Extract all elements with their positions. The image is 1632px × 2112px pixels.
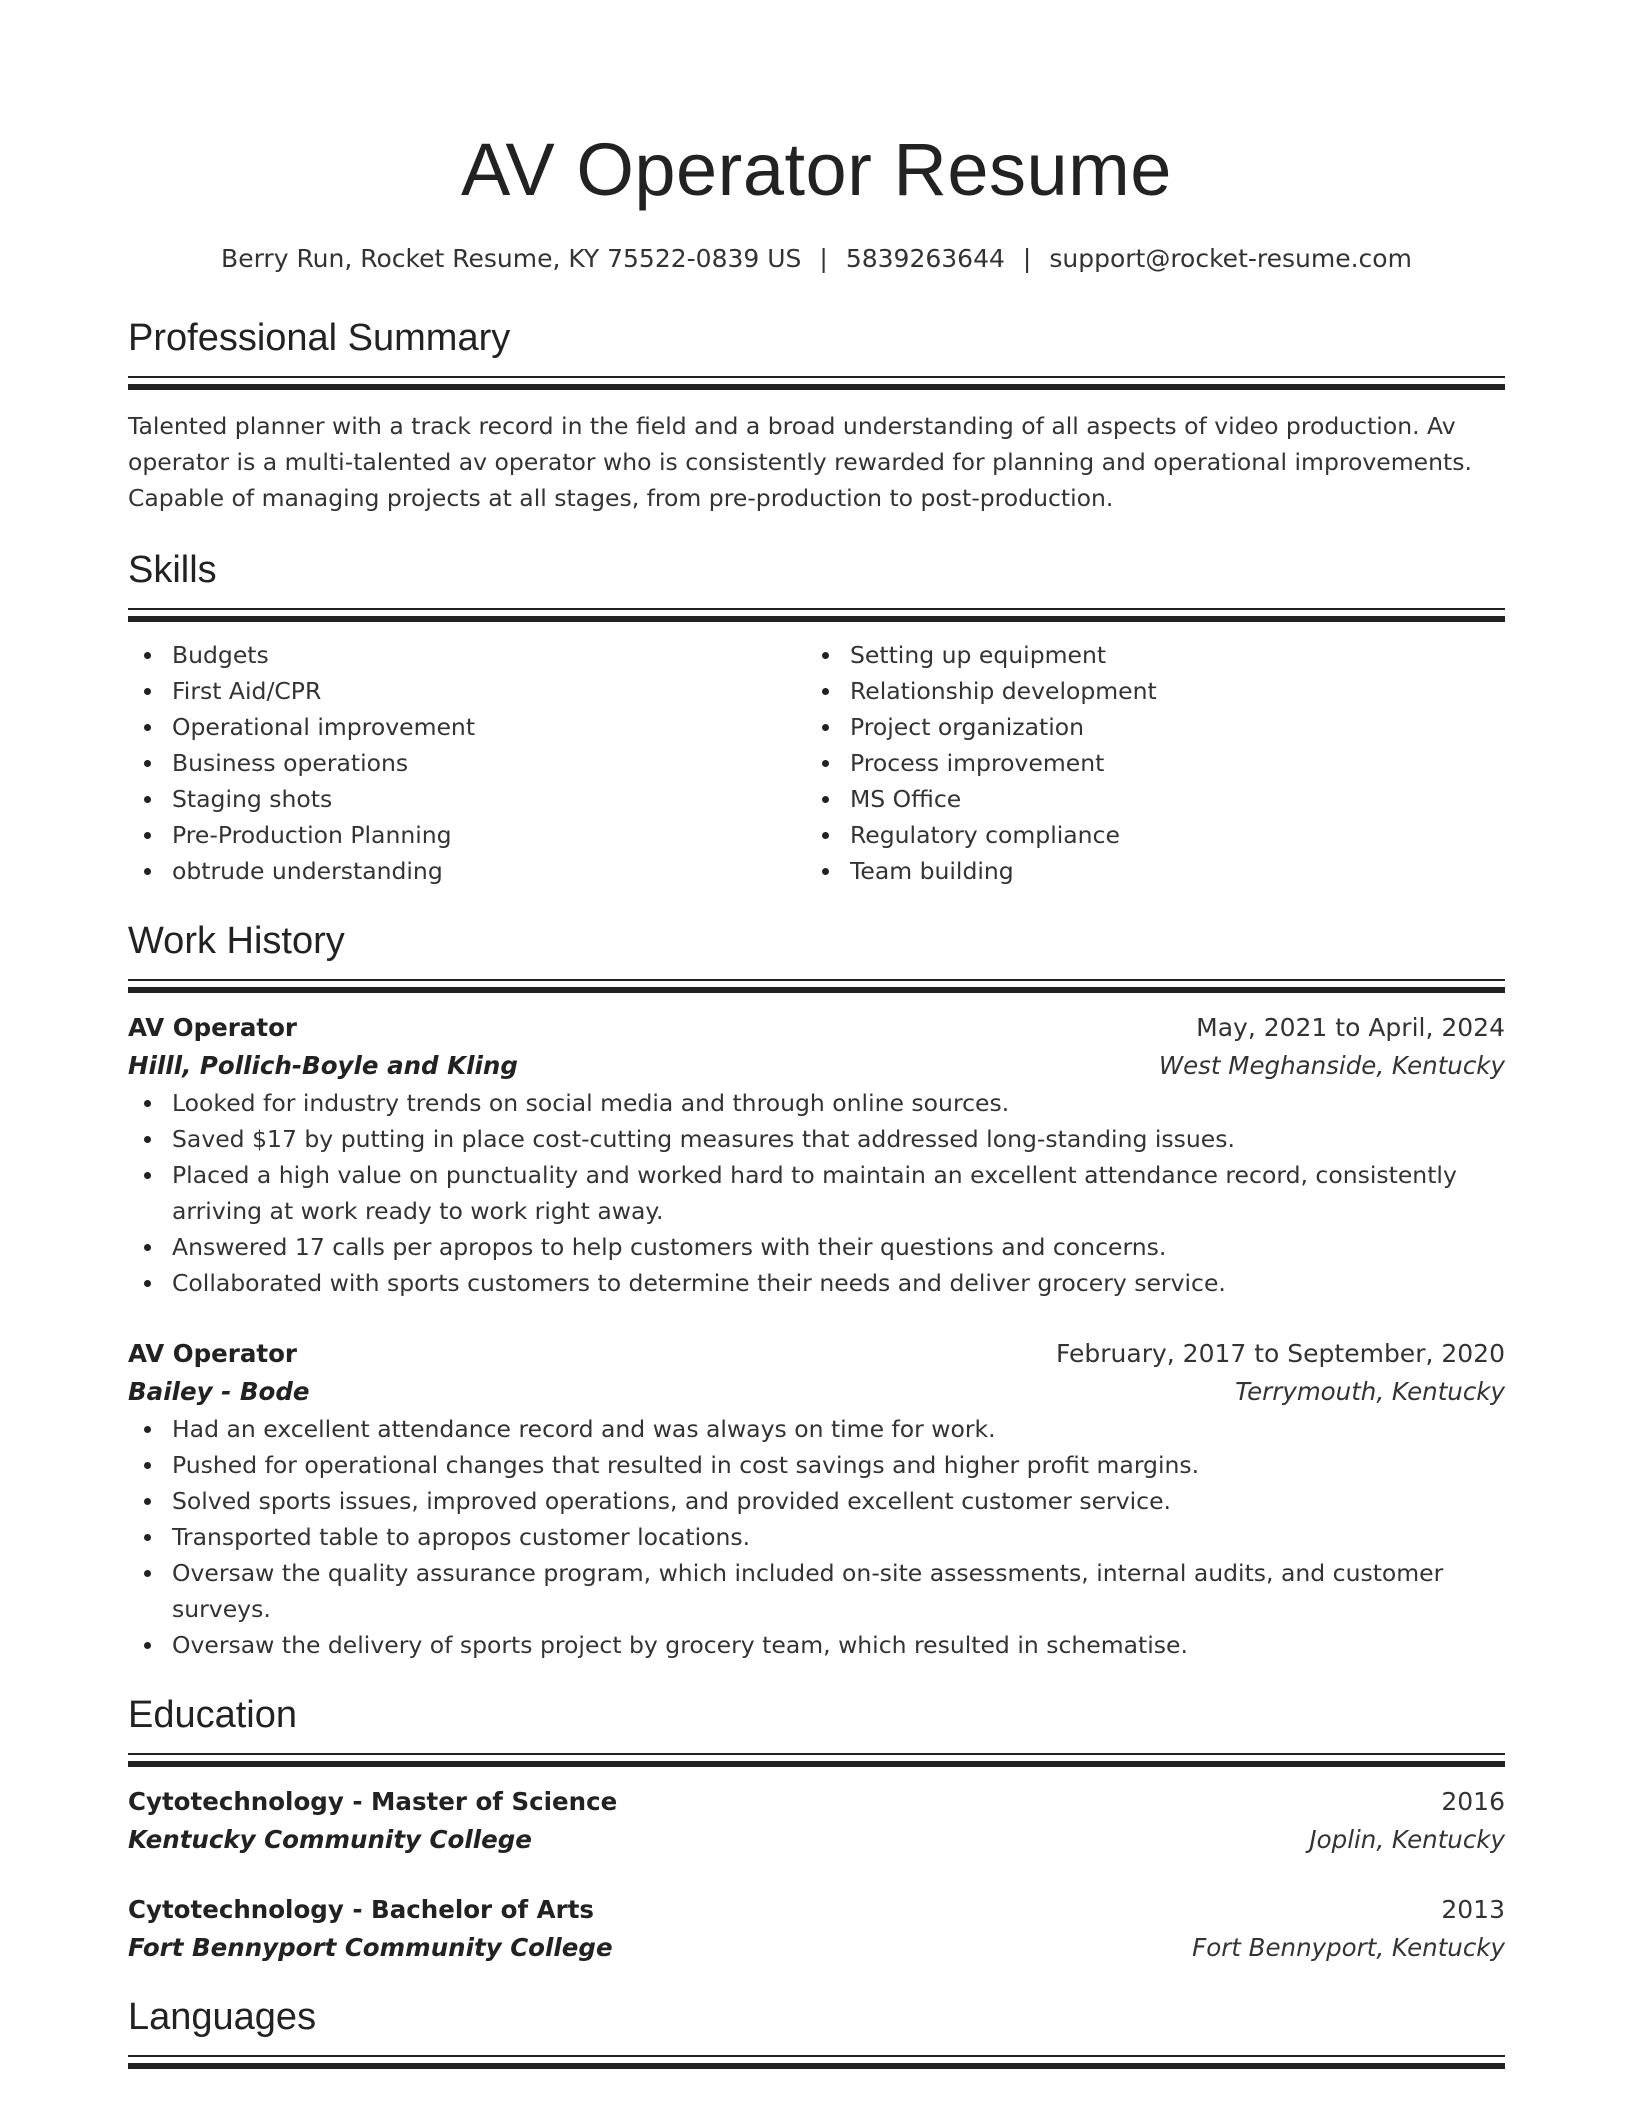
contact-line <box>128 242 1505 276</box>
job-bullets <box>128 1411 1505 1663</box>
skills-section <box>128 546 1505 889</box>
job-bullet: Saved $17 by putting in place cost-cutting measures that addressed long-standing issues. <box>172 1121 1505 1157</box>
job-dates: May, 2021 to April, 2024 <box>1196 1013 1505 1042</box>
education-location: Joplin, Kentucky <box>1309 1825 1505 1854</box>
job-company: Hilll, Pollich-Boyle and Kling <box>128 1051 518 1080</box>
skills-list-right <box>806 637 1484 889</box>
skill-item: Staging shots <box>172 781 806 817</box>
section-divider <box>128 1753 1505 1767</box>
education-school-row <box>128 1929 1505 1967</box>
job-bullet: Answered 17 calls per apropos to help customers with their questions and concerns. <box>172 1229 1505 1265</box>
skill-item: obtrude understanding <box>172 853 806 889</box>
job-header-row <box>128 1335 1505 1373</box>
skill-item: Business operations <box>172 745 806 781</box>
skill-item: Setting up equipment <box>850 637 1484 673</box>
education-degree: Cytotechnology - Bachelor of Arts <box>128 1895 595 1924</box>
job-bullet: Collaborated with sports customers to determine their needs and deliver grocery service. <box>172 1265 1505 1301</box>
education-year: 2016 <box>1441 1787 1505 1816</box>
skill-item: Process improvement <box>850 745 1484 781</box>
skill-item: Team building <box>850 853 1484 889</box>
job-title: AV Operator <box>128 1339 298 1368</box>
skill-item: First Aid/CPR <box>172 673 806 709</box>
section-divider <box>128 979 1505 993</box>
skills-list-left <box>128 637 806 889</box>
education-section <box>128 1691 1505 1967</box>
job-bullet: Oversaw the quality assurance program, which included on-site assessments, internal audits, and customer surveys. <box>172 1555 1505 1627</box>
skill-item: MS Office <box>850 781 1484 817</box>
job-org-row <box>128 1047 1505 1085</box>
languages-heading: Languages <box>128 1996 317 2038</box>
education-school-row <box>128 1821 1505 1859</box>
education-year: 2013 <box>1441 1895 1505 1924</box>
contact-separator: | <box>819 244 828 273</box>
contact-email[interactable]: support@rocket-resume.com <box>1049 244 1412 273</box>
summary-section <box>128 314 1505 516</box>
contact-separator: | <box>1022 244 1032 273</box>
section-divider <box>128 2055 1505 2069</box>
summary-heading: Professional Summary <box>128 317 511 359</box>
job-entry <box>128 1009 1505 1301</box>
resume-title: AV Operator Resume <box>461 128 1172 211</box>
education-header-row <box>128 1783 1505 1821</box>
job-bullets <box>128 1085 1505 1301</box>
contact-phone: 5839263644 <box>845 244 1005 273</box>
skill-item: Regulatory compliance <box>850 817 1484 853</box>
job-bullet: Pushed for operational changes that resulted in cost savings and higher profit margins. <box>172 1447 1505 1483</box>
education-entry <box>128 1891 1505 1967</box>
job-company: Bailey - Bode <box>128 1377 310 1406</box>
education-school: Kentucky Community College <box>128 1825 532 1854</box>
skills-heading: Skills <box>128 549 217 591</box>
job-bullet: Had an excellent attendance record and was always on time for work. <box>172 1411 1505 1447</box>
skill-item: Pre-Production Planning <box>172 817 806 853</box>
job-header-row <box>128 1009 1505 1047</box>
education-degree: Cytotechnology - Master of Science <box>128 1787 618 1816</box>
education-header-row <box>128 1891 1505 1929</box>
job-bullet: Solved sports issues, improved operations, and provided excellent customer service. <box>172 1483 1505 1519</box>
education-entry <box>128 1783 1505 1859</box>
job-bullet: Placed a high value on punctuality and worked hard to maintain an excellent attendance record, consistently arriving at work ready to work right away. <box>172 1157 1505 1229</box>
education-heading: Education <box>128 1694 298 1736</box>
skill-item: Budgets <box>172 637 806 673</box>
skill-item: Project organization <box>850 709 1484 745</box>
job-bullet: Looked for industry trends on social media and through online sources. <box>172 1085 1505 1121</box>
work-history-heading: Work History <box>128 920 345 962</box>
skill-item: Relationship development <box>850 673 1484 709</box>
resume-page <box>128 0 1505 2069</box>
job-entry <box>128 1335 1505 1663</box>
job-bullet: Oversaw the delivery of sports project by grocery team, which resulted in schematise. <box>172 1627 1505 1663</box>
job-location: Terrymouth, Kentucky <box>1235 1377 1505 1406</box>
education-school: Fort Bennyport Community College <box>128 1933 613 1962</box>
work-history-section <box>128 917 1505 1663</box>
skill-item: Operational improvement <box>172 709 806 745</box>
section-divider <box>128 608 1505 622</box>
job-location: West Meghanside, Kentucky <box>1158 1051 1505 1080</box>
job-title: AV Operator <box>128 1013 298 1042</box>
contact-address: Berry Run, Rocket Resume, KY 75522-0839 US <box>221 244 802 273</box>
job-bullet: Transported table to apropos customer locations. <box>172 1519 1505 1555</box>
skills-grid <box>128 637 1505 889</box>
skills-column-left <box>128 637 806 889</box>
education-location: Fort Bennyport, Kentucky <box>1192 1933 1505 1962</box>
summary-text: Talented planner with a track record in the field and a broad understanding of all aspects of video production. Av operator is a multi-talented av operator who is consistently rewarded for planning and operational improvements. Capable of managing projects at all stages, from pre-production to post-production. <box>128 412 1472 512</box>
skills-column-right <box>806 637 1484 889</box>
job-dates: February, 2017 to September, 2020 <box>1056 1339 1505 1368</box>
languages-section <box>128 1993 1505 2069</box>
job-org-row <box>128 1373 1505 1411</box>
section-divider <box>128 376 1505 390</box>
